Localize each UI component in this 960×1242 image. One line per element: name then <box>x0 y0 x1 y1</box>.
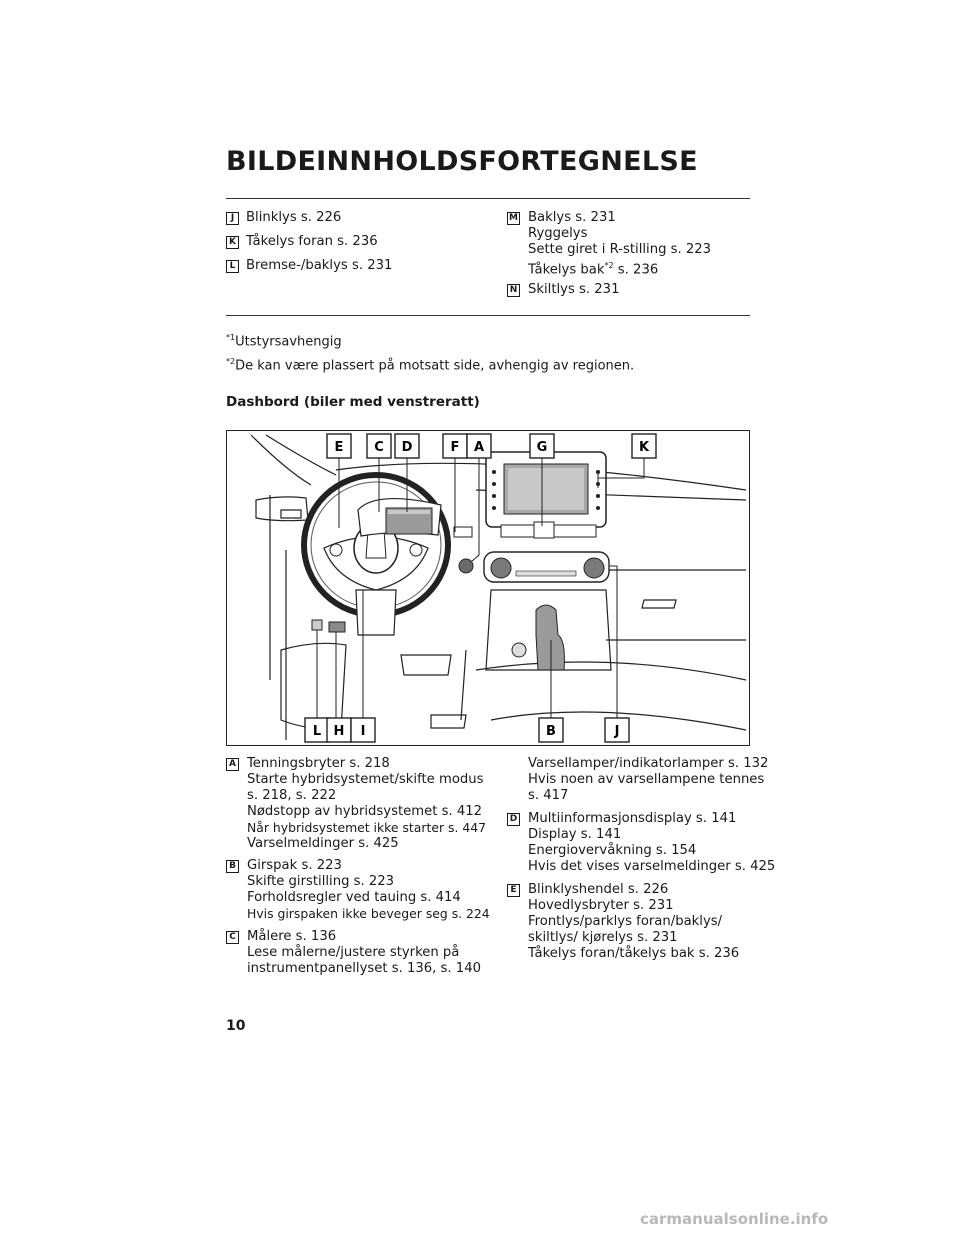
section-divider <box>226 315 750 316</box>
entry-line: Målere s. 136 <box>247 929 337 944</box>
entry-line: Baklys s. 231 <box>528 210 616 225</box>
callout-label-e: E <box>334 440 344 455</box>
entry-line: Lese målerne/justere styrken på <box>247 945 460 960</box>
entry-line: Girspak s. 223 <box>247 858 342 873</box>
key-badge-l: L <box>226 260 239 273</box>
key-badge-d: D <box>507 813 520 826</box>
list-item-e <box>528 882 739 962</box>
list-item-d <box>528 811 775 875</box>
list-item-a <box>247 756 486 852</box>
entry-line: Multiinformasjonsdisplay s. 141 <box>528 811 737 826</box>
key-badge-j: J <box>226 212 239 225</box>
callout-label-f: F <box>450 440 460 455</box>
page-number: 10 <box>226 1018 246 1034</box>
callout-label-d: D <box>401 440 413 455</box>
entry-line: s. 417 <box>528 788 569 803</box>
watermark: carmanualsonline.info <box>640 1210 829 1228</box>
entry-line: Sette giret i R-stilling s. 223 <box>528 242 712 257</box>
entry-line: Varsellamper/indikatorlamper s. 132 <box>528 756 769 771</box>
entry-line: Energiovervåkning s. 154 <box>528 843 697 858</box>
entry-line: Blinklyshendel s. 226 <box>528 882 669 897</box>
dashboard-illustration <box>226 430 750 746</box>
list-item-c-continuation <box>528 756 768 804</box>
entry-line: Blinklys s. 226 <box>246 210 342 225</box>
callout-label-h: H <box>333 724 345 739</box>
key-badge-a: A <box>226 758 239 771</box>
entry-line: Tenningsbryter s. 218 <box>247 756 390 771</box>
header-divider <box>226 198 750 199</box>
entry-line: Tåkelys foran/tåkelys bak s. 236 <box>528 946 740 961</box>
entry-line: Display s. 141 <box>528 827 622 842</box>
list-item-k <box>246 234 378 250</box>
key-badge-c: C <box>226 931 239 944</box>
entry-line: Hovedlysbryter s. 231 <box>528 898 674 913</box>
page-title: BILDEINNHOLDSFORTEGNELSE <box>226 146 698 177</box>
entry-line: skiltlys/ kjørelys s. 231 <box>528 930 678 945</box>
list-item-n <box>528 282 619 298</box>
entry-line: Forholdsregler ved tauing s. 414 <box>247 890 461 905</box>
callout-label-g: G <box>536 440 548 455</box>
callout-label-a: A <box>473 440 485 455</box>
entry-line: Bremse-/baklys s. 231 <box>246 258 393 273</box>
entry-line: Hvis noen av varsellampene tennes <box>528 772 765 787</box>
callout-label-i: I <box>360 724 366 739</box>
entry-line: Tåkelys foran s. 236 <box>246 234 378 249</box>
footnote-text: Utstyrsavhengig <box>235 334 342 350</box>
list-item-c <box>247 929 481 977</box>
entry-text: s. 236 <box>617 262 659 278</box>
entry-line <box>528 258 711 278</box>
callout-label-k: K <box>638 440 650 455</box>
entry-line: Hvis girspaken ikke beveger seg s. 224 <box>247 906 490 921</box>
entry-text: Tåkelys bak <box>528 262 605 278</box>
key-badge-n: N <box>507 284 520 297</box>
entry-line: Starte hybridsystemet/skifte modus <box>247 772 484 787</box>
footnote-2 <box>226 357 634 373</box>
entry-line: Frontlys/parklys foran/baklys/ <box>528 914 723 929</box>
footnote-marker: *2 <box>604 261 614 270</box>
list-item-m <box>528 210 711 278</box>
entry-line: Varselmeldinger s. 425 <box>247 836 399 851</box>
footnote-1 <box>226 333 342 349</box>
section-heading: Dashbord (biler med venstreratt) <box>226 394 480 410</box>
entry-line: Nødstopp av hybridsystemet s. 412 <box>247 804 482 819</box>
callout-label-l: L <box>312 724 322 739</box>
callout-label-c: C <box>374 440 384 455</box>
entry-line: s. 218, s. 222 <box>247 788 337 803</box>
callout-label-b: B <box>546 724 556 739</box>
key-badge-b: B <box>226 860 239 873</box>
entry-line: instrumentpanellyset s. 136, s. 140 <box>247 961 481 976</box>
footnote-mark: *1 <box>226 333 236 342</box>
key-badge-k: K <box>226 236 239 249</box>
list-item-b <box>247 858 490 922</box>
entry-line: Når hybridsystemet ikke starter s. 447 <box>247 820 486 835</box>
entry-line: Skiltlys s. 231 <box>528 282 620 297</box>
callout-label-j: J <box>614 724 620 739</box>
key-badge-m: M <box>507 212 520 225</box>
entry-line: Ryggelys <box>528 226 588 241</box>
footnote-mark: *2 <box>226 357 236 366</box>
key-badge-e: E <box>507 884 520 897</box>
footnote-text: De kan være plassert på motsatt side, avhengig av regionen. <box>235 358 635 374</box>
entry-line: Skifte girstilling s. 223 <box>247 874 395 889</box>
entry-line: Hvis det vises varselmeldinger s. 425 <box>528 859 776 874</box>
list-item-j <box>246 210 341 226</box>
list-item-l <box>246 258 392 274</box>
